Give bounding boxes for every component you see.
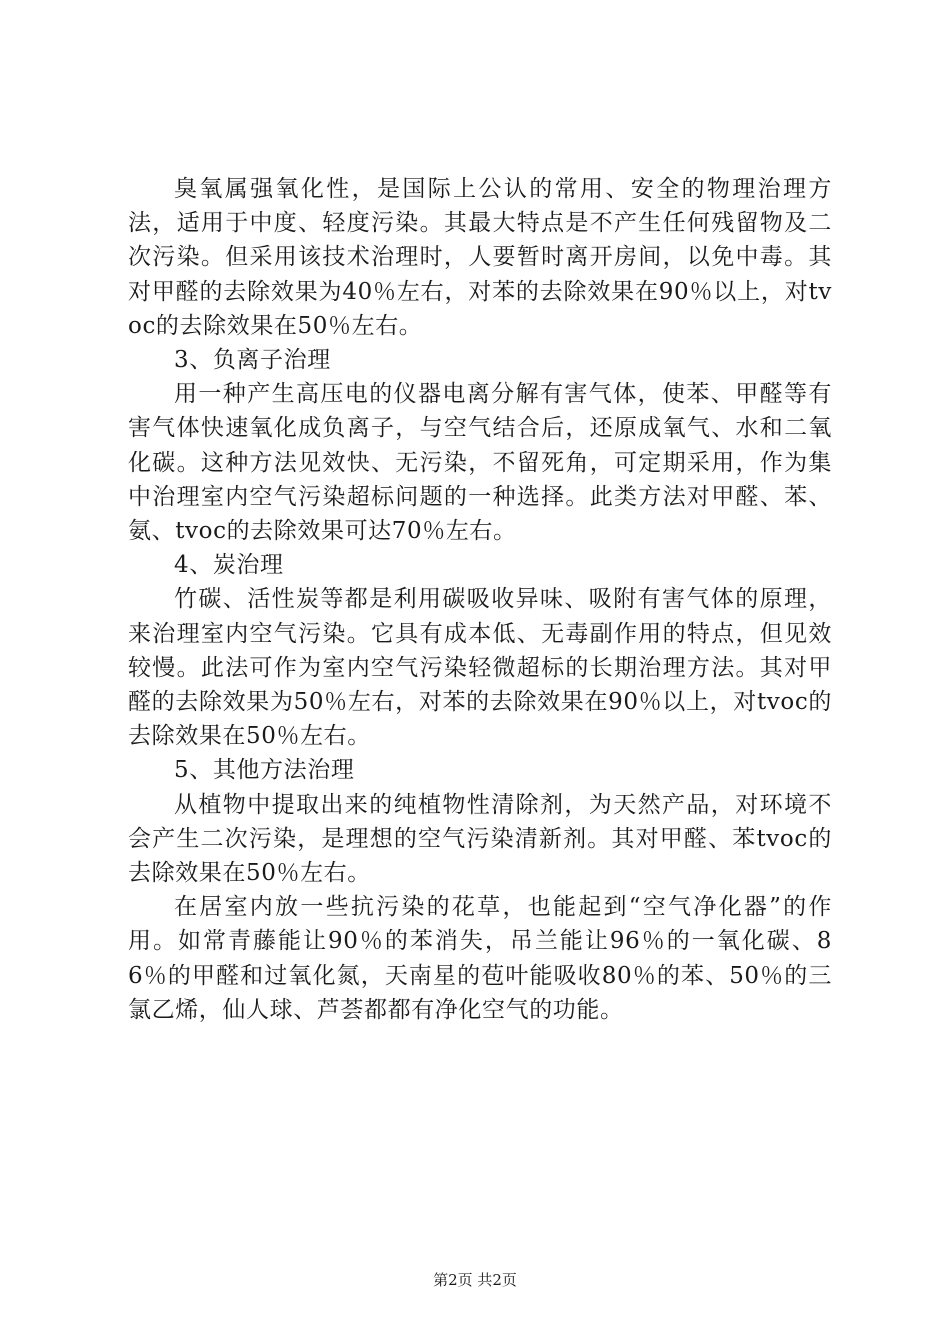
paragraph-plants: 在居室内放一些抗污染的花草，也能起到“空气净化器”的作用。如常青藤能让90％的苯消失，吊兰能让96％的一氧化碳、86％的甲醛和过氧化氮，天南星的苞叶能吸收80％的苯、50％的三氯乙烯，仙人球、芦荟都都有净化空气的功能。	[128, 894, 832, 1023]
paragraph-negative-ion: 用一种产生高压电的仪器电离分解有害气体，使苯、甲醛等有害气体快速氧化成负离子，与空气结合后，还原成氧气、水和二氧化碳。这种方法见效快、无污染，不留死角，可定期采用，作为集中治理室内空气污染超标问题的一种选择。此类方法对甲醛、苯、氨、tvoc的去除效果可达70％左右。	[128, 381, 832, 545]
paragraph-carbon: 竹碳、活性炭等都是利用碳吸收异味、吸附有害气体的原理，来治理室内空气污染。它具有成本低、无毒副作用的特点，但见效较慢。此法可作为室内空气污染轻微超标的长期治理方法。其对甲醛的去除效果为50％左右，对苯的去除效果在90％以上，对tvoc的去除效果在50％左右。	[128, 586, 832, 750]
paragraph-ozone: 臭氧属强氧化性，是国际上公认的常用、安全的物理治理方法，适用于中度、轻度污染。其最大特点是不产生任何残留物及二次污染。但采用该技术治理时，人要暂时离开房间，以免中毒。其对甲醛的去除效果为40％左右，对苯的去除效果在90％以上，对tvoc的去除效果在50％左右。	[128, 176, 832, 339]
document-body	[128, 172, 832, 1027]
heading-negative-ion: 3、负离子治理	[174, 347, 331, 374]
heading-carbon: 4、炭治理	[174, 552, 284, 579]
page-footer: 第2页 共2页	[433, 1271, 517, 1289]
paragraph-plant-cleaner: 从植物中提取出来的纯植物性清除剂，为天然产品，对环境不会产生二次污染，是理想的空气污染清新剂。其对甲醛、苯tvoc的去除效果在50％左右。	[128, 791, 832, 887]
heading-other-methods: 5、其他方法治理	[174, 757, 355, 784]
